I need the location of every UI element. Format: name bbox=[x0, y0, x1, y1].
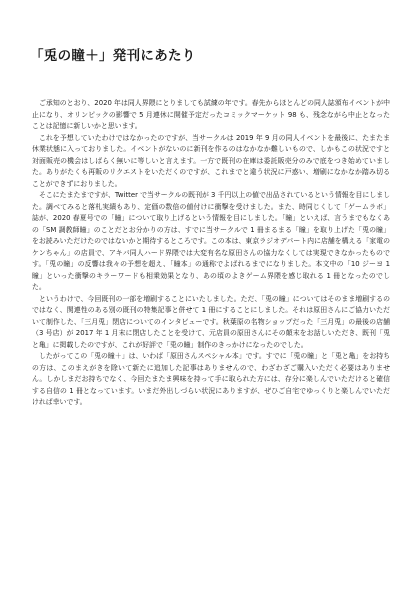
paragraph: したがってこの「兎の瞳＋」は、いわば「原田さんスペシャル本」です。すでに「兎の瞳」と「兎と亀」をお持ちの方は、このまえがきを除いて新たに追加した記事はありませんので、わざわざご購入いただく必要はありません。しかしまだお持ちでなく、今回たまたま興味を持って手に取られた方には、存分に楽しんでいただけると確信する自信の 1 冊となっています。いまだ外出しづらい状況にありますが、ぜひご自宅でゆっくりと楽しんでいただければ幸いです。 bbox=[32, 352, 390, 406]
paragraph: そこにたまたまですが、Twitter で当サークルの既刊が 3 千円以上の値で出品されているという情報を目にしました。調べてみると落札実績もあり、定価の数倍の値付けに衝撃を受けました。また、時同じくして「ゲームラボ」誌が、2020 春夏号での「瞳」について取り上げるという情報を目にしました。「瞳」といえば、言うまでもなくあの「SM 調教師瞳」のことだとお分かりの方は、すでに当サークルで 1 冊まるまる「瞳」を取り上げた「兎の瞳」をお読みいただけたのではないかと期待するところです。この本は、東京ラジオデパート内に店舗を構える「家電のケンちゃん」の店員で、アキバ同人ハード界隈では大変有名な原田さんの協力なくしては実現できなかったものです。「兎の瞳」の反響は我々の予想を超え、「瞳本」の通称でよばれるまでになりました。本文中の「10 ジーヨ 1 瞳」といった衝撃のキラーワードも相乗効果となり、あの頃のよきゲーム界隈を感じ取れる 1 冊となったのでした。 bbox=[32, 191, 390, 291]
paragraph: というわけで、今回既刊の一部を増刷することにいたしました。ただ、「兎の瞳」についてはそのまま増刷するのではなく、関連性のある別の既刊の特集記事と併せて 1 冊にすることにしました。それは原田さんにご協力いただいて制作した、「三月兎」閉店についてのインタビューです。秋葉原の名物ショップだった「三月兎」の最後の店舗（3 号店）が 2017 年 1 月末に閉店したことを受けて、元店員の原田さんにその顛末をお話しいただき、既刊「兎と亀」に掲載したのですが、これが好評で「兎の瞳」制作のきっかけになったのでした。 bbox=[32, 294, 390, 349]
body-text bbox=[32, 98, 390, 409]
paragraph: これを予想していたわけではなかったのですが、当サークルは 2019 年 9 月の同人イベントを最後に、たまたま休業状態に入っておりました。イベントがないのに新刊を作るのはなかなか難しいもので、しかもこの状況ですと対面販売の機会はしばらく無いに等しいと言えます。一方で既刊の在庫は委託販売分のみで底をつき始めていました。ありがたくも再販のリクエストをいただくのですが、これまでと違う状況に戸惑い、増刷になかなか踏み切ることができずにおりました。 bbox=[32, 133, 390, 188]
page-title: 「兎の瞳＋」発刊にあたり bbox=[30, 48, 196, 64]
paragraph: ご承知のとおり、2020 年は同人界隈にとりましても試練の年です。春先からほとんどの同人誌頒布イベントが中止になり、オリンピックの影響で 5 月連休に開催予定だったコミックマーケット 98 も、残念ながら中止となったことは記憶に新しいかと思います。 bbox=[32, 99, 390, 130]
